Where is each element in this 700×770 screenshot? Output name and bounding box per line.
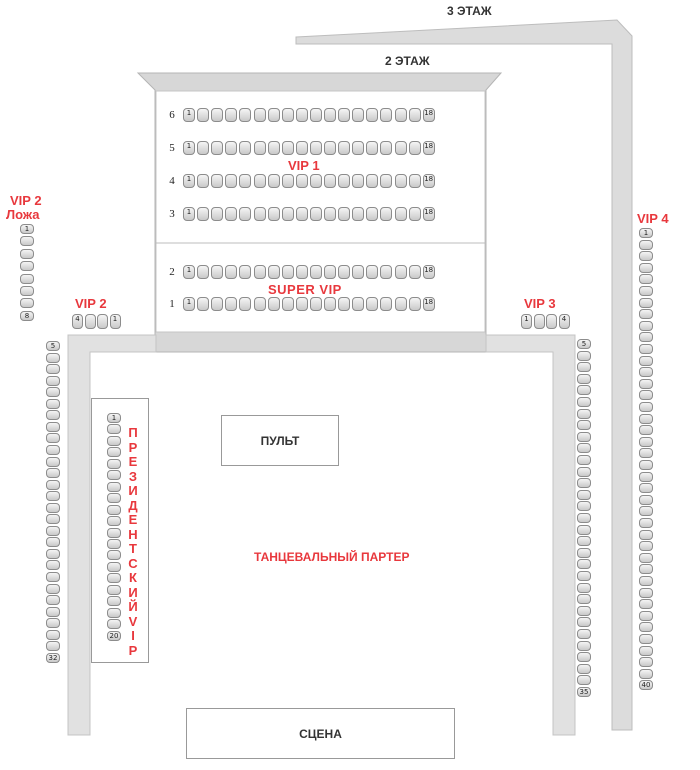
row-seat[interactable] <box>225 141 237 155</box>
presidential-seat[interactable] <box>107 459 121 469</box>
left-wall-seat[interactable] <box>46 491 60 501</box>
right-wall-seat[interactable] <box>577 409 591 419</box>
right-wall-seat[interactable] <box>577 594 591 604</box>
row-seat[interactable] <box>324 108 336 122</box>
vip2-box-seat[interactable]: 4 <box>72 314 83 329</box>
row-seat[interactable] <box>352 265 364 279</box>
vip4-seat[interactable] <box>639 332 653 342</box>
row-seat[interactable] <box>254 141 266 155</box>
row-seat[interactable] <box>310 207 322 221</box>
row-seat[interactable] <box>211 174 223 188</box>
vip2-box-seat[interactable] <box>85 314 96 329</box>
vip4-seat[interactable] <box>639 576 653 586</box>
presidential-seat[interactable] <box>107 447 121 457</box>
row-seat[interactable] <box>310 174 322 188</box>
right-wall-seat[interactable] <box>577 513 591 523</box>
row-seat[interactable] <box>366 265 378 279</box>
row-seat[interactable] <box>211 207 223 221</box>
vip4-seat[interactable] <box>639 588 653 598</box>
row-seat[interactable] <box>282 108 294 122</box>
vip4-seat[interactable] <box>639 390 653 400</box>
row-seat[interactable] <box>352 141 364 155</box>
row-seat[interactable]: 1 <box>183 265 195 279</box>
left-wall-seat[interactable] <box>46 607 60 617</box>
vip4-seat[interactable] <box>639 564 653 574</box>
row-number: 6 <box>169 109 175 121</box>
row-seat[interactable] <box>197 207 209 221</box>
row-seat[interactable] <box>296 141 308 155</box>
vip4-seat[interactable] <box>639 356 653 366</box>
vip4-seat[interactable] <box>639 286 653 296</box>
right-wall-seat[interactable] <box>577 525 591 535</box>
vip2-loge-seat[interactable] <box>20 298 34 308</box>
right-wall-seat[interactable] <box>577 559 591 569</box>
vip2-loge-seat[interactable] <box>20 274 34 284</box>
left-wall-seat[interactable] <box>46 457 60 467</box>
presidential-seat[interactable] <box>107 505 121 515</box>
right-wall-seat[interactable] <box>577 467 591 477</box>
vip3-box-seat[interactable] <box>534 314 545 329</box>
row-seat[interactable] <box>395 141 407 155</box>
row-seat[interactable] <box>380 174 392 188</box>
row-seat[interactable] <box>254 207 266 221</box>
left-wall-seat[interactable] <box>46 445 60 455</box>
presidential-seat[interactable] <box>107 424 121 434</box>
vip3-label: VIP 3 <box>524 296 556 311</box>
row-seat[interactable]: 18 <box>423 174 435 188</box>
vip3-box-seat[interactable]: 1 <box>521 314 532 329</box>
right-wall-seat[interactable] <box>577 641 591 651</box>
row-seat[interactable] <box>197 297 209 311</box>
row-seat[interactable] <box>324 297 336 311</box>
vip4-seat[interactable] <box>639 460 653 470</box>
right-wall-seat[interactable] <box>577 501 591 511</box>
vip4-seat[interactable] <box>639 472 653 482</box>
presidential-seat[interactable] <box>107 539 121 549</box>
vip4-seat[interactable] <box>639 541 653 551</box>
row-seat[interactable] <box>380 297 392 311</box>
right-wall-seat[interactable] <box>577 571 591 581</box>
row-seat[interactable] <box>211 141 223 155</box>
right-wall-seat[interactable] <box>577 455 591 465</box>
console-label: ПУЛЬТ <box>260 434 300 448</box>
row-seat[interactable] <box>352 108 364 122</box>
right-wall-seat[interactable] <box>577 548 591 558</box>
left-wall-seat[interactable] <box>46 468 60 478</box>
vip4-seat[interactable] <box>639 414 653 424</box>
vip4-seat[interactable] <box>639 553 653 563</box>
vip4-seat[interactable] <box>639 530 653 540</box>
right-wall-seat[interactable] <box>577 432 591 442</box>
dance-floor-label: ТАНЦЕВАЛЬНЫЙ ПАРТЕР <box>254 550 410 564</box>
stage-label: СЦЕНА <box>299 727 342 741</box>
right-wall-seat[interactable] <box>577 374 591 384</box>
row-seat[interactable] <box>296 265 308 279</box>
row-seat[interactable] <box>282 297 294 311</box>
left-wall-seat[interactable]: 32 <box>46 653 60 663</box>
vip2-label: VIP 2 <box>75 296 107 311</box>
right-wall-seat[interactable] <box>577 490 591 500</box>
left-wall-seat[interactable] <box>46 364 60 374</box>
right-ledge <box>486 335 575 735</box>
left-wall-seat[interactable] <box>46 526 60 536</box>
row-seat[interactable] <box>225 108 237 122</box>
row-seat[interactable] <box>395 207 407 221</box>
row-seat[interactable] <box>310 141 322 155</box>
vip2-box-seat[interactable] <box>97 314 108 329</box>
row-number: 5 <box>169 142 175 154</box>
row-seat[interactable]: 18 <box>423 265 435 279</box>
presidential-seat[interactable] <box>107 585 121 595</box>
left-wall-seat[interactable] <box>46 514 60 524</box>
left-wall-seat[interactable] <box>46 410 60 420</box>
stage-box <box>186 708 455 759</box>
left-wall-seat[interactable]: 5 <box>46 341 60 351</box>
row-seat[interactable] <box>352 207 364 221</box>
row-seat[interactable] <box>268 141 280 155</box>
row-seat[interactable]: 1 <box>183 207 195 221</box>
presidential-seat[interactable] <box>107 608 121 618</box>
row-seat[interactable] <box>225 297 237 311</box>
vip4-seat[interactable] <box>639 240 653 250</box>
left-wall-seat[interactable] <box>46 537 60 547</box>
vip4-seat[interactable] <box>639 495 653 505</box>
left-wall-seat[interactable] <box>46 595 60 605</box>
right-wall-seat[interactable] <box>577 629 591 639</box>
left-wall-seat[interactable] <box>46 399 60 409</box>
right-wall-seat[interactable] <box>577 664 591 674</box>
vip4-seat[interactable]: 1 <box>639 228 653 238</box>
vip4-seat[interactable] <box>639 344 653 354</box>
row-seat[interactable]: 18 <box>423 141 435 155</box>
row-seat[interactable] <box>352 174 364 188</box>
row-seat[interactable] <box>282 265 294 279</box>
row-seat[interactable] <box>324 174 336 188</box>
right-wall-seat[interactable] <box>577 583 591 593</box>
row-seat[interactable] <box>268 207 280 221</box>
row-seat[interactable] <box>366 141 378 155</box>
super-vip-label: SUPER VIP <box>268 282 342 297</box>
row-seat[interactable] <box>352 297 364 311</box>
row-seat[interactable] <box>225 174 237 188</box>
row-seat[interactable]: 1 <box>183 141 195 155</box>
vip4-seat[interactable] <box>639 425 653 435</box>
row-seat[interactable] <box>409 174 421 188</box>
row-seat[interactable] <box>324 207 336 221</box>
vip2-loge-seat[interactable] <box>20 236 34 246</box>
row-seat[interactable] <box>254 265 266 279</box>
presidential-seat[interactable] <box>107 562 121 572</box>
left-wall-seat[interactable] <box>46 376 60 386</box>
presidential-vip-label: П Р Е З И Д Е Н Т С К И Й V I P <box>128 425 138 658</box>
row-seat[interactable] <box>366 207 378 221</box>
right-wall-seat[interactable] <box>577 652 591 662</box>
presidential-seat[interactable] <box>107 573 121 583</box>
vip3-box-seat[interactable]: 4 <box>559 314 570 329</box>
vip4-seat[interactable] <box>639 506 653 516</box>
presidential-seat[interactable] <box>107 436 121 446</box>
vip4-seat[interactable] <box>639 669 653 679</box>
row-seat[interactable]: 1 <box>183 297 195 311</box>
right-wall-seat[interactable] <box>577 420 591 430</box>
row-seat[interactable]: 1 <box>183 108 195 122</box>
left-wall-seat[interactable] <box>46 387 60 397</box>
row-seat[interactable]: 18 <box>423 297 435 311</box>
vip4-seat[interactable] <box>639 251 653 261</box>
row-seat[interactable] <box>268 265 280 279</box>
row-seat[interactable] <box>197 108 209 122</box>
right-wall-seat[interactable]: 35 <box>577 687 591 697</box>
vip4-seat[interactable] <box>639 309 653 319</box>
row-seat[interactable] <box>296 174 308 188</box>
presidential-seat[interactable]: 20 <box>107 631 121 641</box>
row-seat[interactable] <box>268 108 280 122</box>
presidential-seat[interactable]: 1 <box>107 413 121 423</box>
presidential-seat[interactable] <box>107 470 121 480</box>
vip4-seat[interactable] <box>639 634 653 644</box>
row-seat[interactable] <box>380 141 392 155</box>
vip4-seat[interactable] <box>639 611 653 621</box>
left-wall-seat[interactable] <box>46 572 60 582</box>
vip4-seat[interactable] <box>639 646 653 656</box>
row-seat[interactable] <box>239 265 251 279</box>
left-wall-seat[interactable] <box>46 560 60 570</box>
row-seat[interactable] <box>310 108 322 122</box>
vip4-seat[interactable] <box>639 518 653 528</box>
row-seat[interactable] <box>338 297 350 311</box>
right-wall-seat[interactable] <box>577 606 591 616</box>
row-seat[interactable] <box>409 207 421 221</box>
left-wall-seat[interactable] <box>46 503 60 513</box>
row-seat[interactable] <box>366 174 378 188</box>
vip2-loge-seat[interactable]: 1 <box>20 224 34 234</box>
vip4-seat[interactable] <box>639 274 653 284</box>
vip4-seat[interactable] <box>639 437 653 447</box>
vip4-seat[interactable] <box>639 321 653 331</box>
row-number: 2 <box>169 266 175 278</box>
vip4-seat[interactable] <box>639 657 653 667</box>
row-seat[interactable] <box>310 297 322 311</box>
presidential-seat[interactable] <box>107 550 121 560</box>
vip2-loge-seat[interactable] <box>20 286 34 296</box>
right-wall-seat[interactable] <box>577 536 591 546</box>
vip4-seat[interactable] <box>639 448 653 458</box>
row-seat[interactable] <box>239 207 251 221</box>
second-floor-label: 2 ЭТАЖ <box>385 54 430 68</box>
row-seat[interactable] <box>282 207 294 221</box>
left-wall-seat[interactable] <box>46 549 60 559</box>
row-seat[interactable] <box>268 174 280 188</box>
row-seat[interactable] <box>409 141 421 155</box>
vip4-seat[interactable] <box>639 298 653 308</box>
row-seat[interactable] <box>338 174 350 188</box>
row-seat[interactable] <box>409 108 421 122</box>
row-seat[interactable] <box>197 174 209 188</box>
vip4-seat[interactable] <box>639 402 653 412</box>
presidential-seat[interactable] <box>107 528 121 538</box>
vip2-loge-label-line2: Ложа <box>6 207 40 222</box>
presidential-seat[interactable] <box>107 516 121 526</box>
left-wall-seat[interactable] <box>46 480 60 490</box>
vip2-loge-label-line1: VIP 2 <box>10 193 42 208</box>
row-number: 1 <box>169 298 175 310</box>
right-wall-seat[interactable] <box>577 443 591 453</box>
vip4-seat[interactable]: 40 <box>639 680 653 690</box>
right-wall-seat[interactable] <box>577 351 591 361</box>
vip2-loge-seat[interactable]: 8 <box>20 311 34 321</box>
row-seat[interactable]: 18 <box>423 108 435 122</box>
right-wall-seat[interactable] <box>577 478 591 488</box>
row-seat[interactable] <box>338 207 350 221</box>
presidential-seat[interactable] <box>107 493 121 503</box>
row-number: 3 <box>169 208 175 220</box>
row-seat[interactable] <box>409 297 421 311</box>
vip4-seat[interactable] <box>639 483 653 493</box>
vip2-box-seat[interactable]: 1 <box>110 314 121 329</box>
right-wall-seat[interactable] <box>577 617 591 627</box>
left-wall-seat[interactable] <box>46 433 60 443</box>
row-seat[interactable] <box>197 265 209 279</box>
row-seat[interactable] <box>239 174 251 188</box>
row-seat[interactable] <box>282 141 294 155</box>
row-seat[interactable] <box>254 108 266 122</box>
row-number: 4 <box>169 175 175 187</box>
row-seat[interactable] <box>338 108 350 122</box>
vip4-seat[interactable] <box>639 379 653 389</box>
row-seat[interactable] <box>395 174 407 188</box>
row-seat[interactable] <box>366 297 378 311</box>
vip1-label: VIP 1 <box>288 158 320 173</box>
row-seat[interactable] <box>395 265 407 279</box>
left-wall-seat[interactable] <box>46 618 60 628</box>
row-seat[interactable] <box>296 108 308 122</box>
third-floor-label: 3 ЭТАЖ <box>447 4 492 18</box>
row-seat[interactable] <box>380 108 392 122</box>
row-seat[interactable] <box>239 297 251 311</box>
row-seat[interactable]: 18 <box>423 207 435 221</box>
row-seat[interactable] <box>380 207 392 221</box>
row-seat[interactable] <box>310 265 322 279</box>
row-seat[interactable]: 1 <box>183 174 195 188</box>
row-seat[interactable] <box>239 141 251 155</box>
row-seat[interactable] <box>254 174 266 188</box>
presidential-seat[interactable] <box>107 596 121 606</box>
row-seat[interactable] <box>197 141 209 155</box>
row-seat[interactable] <box>225 207 237 221</box>
row-seat[interactable] <box>324 141 336 155</box>
right-wall-seat[interactable]: 5 <box>577 339 591 349</box>
row-seat[interactable] <box>395 297 407 311</box>
presidential-seat[interactable] <box>107 619 121 629</box>
row-seat[interactable] <box>211 297 223 311</box>
row-seat[interactable] <box>268 297 280 311</box>
row-seat[interactable] <box>282 174 294 188</box>
left-wall-seat[interactable] <box>46 353 60 363</box>
vip4-seat[interactable] <box>639 622 653 632</box>
vip2-loge-seat[interactable] <box>20 249 34 259</box>
row-seat[interactable] <box>366 108 378 122</box>
left-wall-seat[interactable] <box>46 630 60 640</box>
row-seat[interactable] <box>296 297 308 311</box>
left-wall-seat[interactable] <box>46 584 60 594</box>
row-seat[interactable] <box>324 265 336 279</box>
right-wall-seat[interactable] <box>577 675 591 685</box>
vip4-seat[interactable] <box>639 263 653 273</box>
presidential-seat[interactable] <box>107 482 121 492</box>
row-seat[interactable] <box>254 297 266 311</box>
vip3-box-seat[interactable] <box>546 314 557 329</box>
left-wall-seat[interactable] <box>46 641 60 651</box>
row-seat[interactable] <box>211 108 223 122</box>
row-seat[interactable] <box>380 265 392 279</box>
vip2-loge-seat[interactable] <box>20 261 34 271</box>
row-seat[interactable] <box>338 141 350 155</box>
row-seat[interactable] <box>338 265 350 279</box>
row-seat[interactable] <box>395 108 407 122</box>
row-seat[interactable] <box>409 265 421 279</box>
right-wall-seat[interactable] <box>577 362 591 372</box>
vip4-seat[interactable] <box>639 367 653 377</box>
row-seat[interactable] <box>225 265 237 279</box>
row-seat[interactable] <box>296 207 308 221</box>
vip4-label: VIP 4 <box>637 211 669 226</box>
right-wall-seat[interactable] <box>577 397 591 407</box>
right-wall-seat[interactable] <box>577 385 591 395</box>
row-seat[interactable] <box>239 108 251 122</box>
console-box <box>221 415 339 466</box>
row-seat[interactable] <box>211 265 223 279</box>
left-wall-seat[interactable] <box>46 422 60 432</box>
vip4-seat[interactable] <box>639 599 653 609</box>
